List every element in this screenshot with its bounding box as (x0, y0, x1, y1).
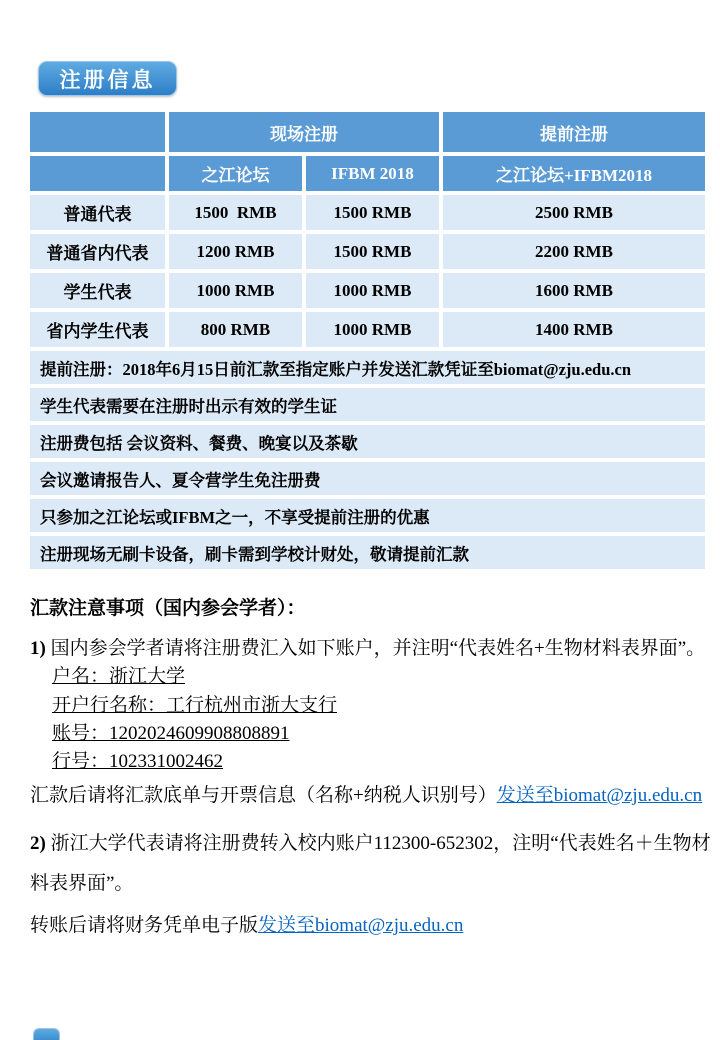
bank-name: 开户行名称：工行杭州市浙大支行 (52, 694, 338, 716)
header-blank-cell (30, 156, 165, 191)
account-name-line (52, 664, 712, 690)
fee-cell: 1500 RMB (306, 195, 439, 230)
transfer-email-link[interactable]: 发送至biomat@zju.edu.cn (258, 915, 464, 937)
header-forum-plus-ifbm: 之江论坛+IFBM2018 (443, 156, 705, 191)
remittance-item-1 (30, 636, 712, 662)
fee-cell: 1200 RMB (169, 234, 302, 269)
fee-cell: 1400 RMB (443, 312, 705, 347)
remittance-item-2 (30, 824, 712, 906)
account-number-line (52, 721, 712, 747)
header-blank-cell (30, 112, 165, 152)
row-label-regular-delegate: 普通代表 (30, 195, 165, 230)
header-onsite-registration: 现场注册 (169, 112, 439, 152)
row-label-provincial-student-delegate: 省内学生代表 (30, 312, 165, 347)
account-name: 户名：浙江大学 (52, 666, 186, 688)
fee-cell: 1500 RMB (306, 234, 439, 269)
invoice-text: 汇款后请将汇款底单与开票信息（名称+纳税人识别号） (30, 785, 497, 807)
bank-code: 行号：102331002462 (52, 751, 224, 773)
row-label-student-delegate: 学生代表 (30, 273, 165, 308)
transfer-instruction (30, 913, 712, 939)
bank-name-line (52, 693, 712, 719)
note-fee-includes: 注册费包括 会议资料、餐费、晚宴以及茶歇 (30, 425, 705, 458)
remittance-instructions (30, 596, 712, 939)
header-ifbm-2018: IFBM 2018 (306, 156, 439, 191)
fee-cell: 1600 RMB (443, 273, 705, 308)
section-title-badge (38, 61, 177, 96)
fee-cell: 1500 RMB (169, 195, 302, 230)
remittance-heading: 汇款注意事项（国内参会学者）： (30, 598, 306, 619)
item-1-text: 国内参会学者请将注册费汇入如下账户，并注明“代表姓名+生物材料表界面”。 (45, 638, 706, 660)
item-2-text: 浙江大学代表请将注册费转入校内账户112300-652302，注明“代表姓名＋生物材料表界面”。 (30, 832, 711, 895)
fee-cell: 1000 RMB (306, 273, 439, 308)
note-student-id-required: 学生代表需要在注册时出示有效的学生证 (30, 388, 705, 421)
row-label-provincial-delegate: 普通省内代表 (30, 234, 165, 269)
next-section-badge-partial (33, 1028, 60, 1040)
transfer-text: 转账后请将财务凭单电子版 (30, 915, 259, 937)
fee-cell: 1000 RMB (169, 273, 302, 308)
item-2-number: 2) (30, 832, 46, 854)
note-no-card-onsite: 注册现场无刷卡设备，刷卡需到学校计财处，敬请提前汇款 (30, 536, 705, 569)
section-title: 注册信息 (59, 68, 156, 92)
note-single-event-no-discount: 只参加之江论坛或IFBM之一，不享受提前注册的优惠 (30, 499, 705, 532)
invoice-instruction (30, 783, 712, 809)
bank-code-line (52, 749, 712, 775)
item-1-number: 1) (30, 638, 46, 660)
fee-cell: 2200 RMB (443, 234, 705, 269)
note-free-registration: 会议邀请报告人、夏令营学生免注册费 (30, 462, 705, 495)
fee-cell: 1000 RMB (306, 312, 439, 347)
fee-cell: 2500 RMB (443, 195, 705, 230)
note-advance-registration-deadline: 提前注册：2018年6月15日前汇款至指定账户并发送汇款凭证至biomat@zju.edu.cn (30, 351, 705, 384)
registration-fee-table (30, 112, 705, 569)
fee-cell: 800 RMB (169, 312, 302, 347)
header-advance-registration: 提前注册 (443, 112, 705, 152)
header-zhijiang-forum: 之江论坛 (169, 156, 302, 191)
invoice-email-link[interactable]: 发送至biomat@zju.edu.cn (496, 785, 703, 807)
account-number: 账号：1202024609908808891 (52, 722, 290, 744)
